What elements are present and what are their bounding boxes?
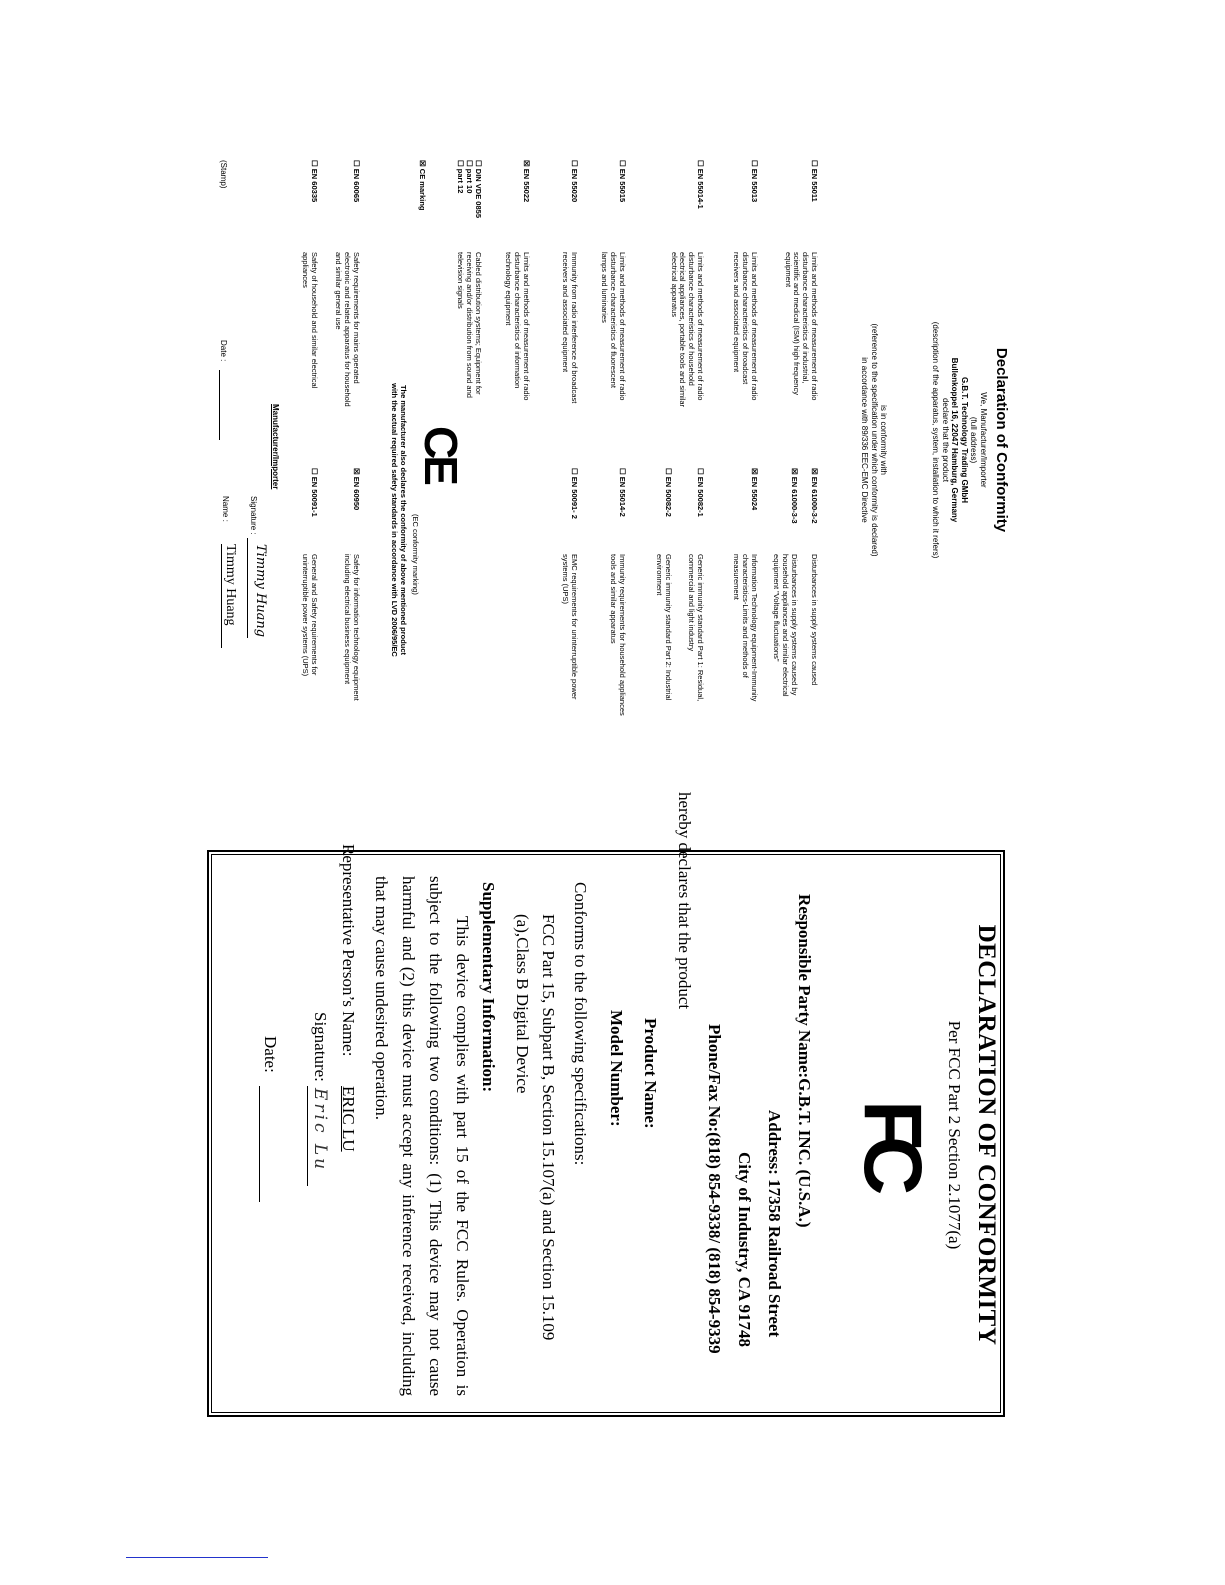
fcc-spec-line-1: FCC Part 15, Subpart B, Section 15.107(a) and Section 15.109 xyxy=(539,914,558,1341)
ce-name: Timmy Huang xyxy=(221,544,238,648)
std-desc: Generic immunity standard Part 1: Residual, commercial and light industry xyxy=(687,554,705,702)
std-desc: Safety for information technology equipment including electrical business equipment xyxy=(343,554,361,701)
fcc-responsible-party: Responsible Party Name:G.B.T. INC. (U.S.A.) xyxy=(795,894,814,1228)
std-code: ☐ EN 50091- 2 xyxy=(570,468,579,519)
fcc-date-label: Date: xyxy=(261,1036,280,1073)
fcc-supplementary: Supplementary Information: xyxy=(479,882,498,1093)
ce-signature: Timmy Huang xyxy=(253,544,268,638)
std-code: ☐ EN 50082-2 xyxy=(664,468,673,517)
fcc-signature-line xyxy=(307,1086,308,1186)
std-code: ☐ EN 50091-1 xyxy=(310,468,319,517)
ce-intro-reference: (reference to the specification under which conformity is declared) xyxy=(869,323,879,557)
fcc-hereby: hereby declares that the product xyxy=(675,792,694,1010)
ce-intro-full-address: (full address) xyxy=(969,416,979,464)
ce-intro-directive: in accordance with 89/336 EEC-EMC Directive xyxy=(860,357,870,523)
ce-declaration-page xyxy=(210,160,1010,820)
fcc-representative-name: ERIC LU xyxy=(339,1086,358,1152)
fcc-address: Address: 17358 Railroad Street xyxy=(765,1110,784,1338)
ce-safety-line-2: with the actual required safety standards in accordance with LVD 2006/95/EC xyxy=(390,383,399,657)
std-code: ☒ EN 60950 xyxy=(352,468,361,511)
std-desc: Limits and methods of measurement of radio disturbance characteristics of industrial, scientific and medical (ISM) high frequency equipment xyxy=(783,252,819,401)
std-code: ☒ CE marking xyxy=(418,160,427,211)
ce-intro-conformity: is in conformity with xyxy=(879,405,889,475)
fcc-spec-line-2: (a),Class B Digital Device xyxy=(513,914,532,1094)
fcc-compliance-paragraph: This device complies with part 15 of the FCC Rules. Operation is subject to the following two conditions: (1) This device may not cause harmful and (2) this device must accept any inference received, including that may cause undesired operation. xyxy=(372,876,472,1396)
ce-safety-declaration xyxy=(390,310,408,730)
std-desc: Generic immunity standard Part 2: Industrial environment xyxy=(655,554,673,701)
std-code: ☐ EN 50082-1 xyxy=(696,468,705,517)
ce-marking-note: (EC conformity marking) xyxy=(411,514,420,595)
fcc-subtitle: Per FCC Part 2 Section 2.1077(a) xyxy=(945,1020,964,1250)
ce-signature-label: Signature : xyxy=(249,496,258,535)
std-code: ☐ EN 55015 xyxy=(618,160,627,203)
std-code: ☐ DIN VDE 0855 ☐ part 10 ☐ part 12 xyxy=(456,160,483,218)
fcc-city: City of Industry, CA 91748 xyxy=(735,1152,754,1348)
std-desc: General and Safety requirements for uninterruptible power systems (UPS) xyxy=(301,554,319,677)
fcc-phone-fax: Phone/Fax No:(818) 854-9338/ (818) 854-9339 xyxy=(705,1024,724,1354)
stamp-label: (Stamp) xyxy=(219,160,228,189)
std-desc: Cabled distribution systems; Equipment for receiving and/or distribution from sound and television signals xyxy=(456,252,483,398)
fcc-conforms: Conforms to the following specifications: xyxy=(571,882,590,1166)
std-code: ☐ EN 55013 xyxy=(750,160,759,203)
std-desc: Immunity requirements for household appliances tools and similar apparatus xyxy=(609,554,627,716)
std-desc: EMC requirements for uninterruptible power systems (UPS) xyxy=(561,554,579,700)
std-code: ☐ EN 55014-2 xyxy=(618,468,627,517)
ce-date-line xyxy=(219,370,220,440)
fcc-representative-label: Representative Person’s Name: xyxy=(339,844,358,1057)
std-desc: Safety requirements for mains operated electronic and related apparatus for household and similar general use xyxy=(334,252,361,407)
std-desc: Limits and methods of measurement of radio disturbance characteristics of broadcast receivers and associated equipment xyxy=(732,252,759,401)
fcc-signature: Eric Lu xyxy=(310,1088,330,1173)
std-code: ☐ EN 60335 xyxy=(310,160,319,203)
ce-safety-line-1: The manufacturer also declares the conformity of above mentioned product xyxy=(399,384,408,656)
fcc-title: DECLARATION OF CONFORMITY xyxy=(973,924,1000,1346)
std-desc: Safety of household and similar electrical appliances xyxy=(301,252,319,389)
std-code: ☒ EN 61000-3-2 xyxy=(810,468,819,524)
std-desc: Disturbances in supply systems caused xyxy=(810,554,819,686)
ce-logo-icon: CE xyxy=(415,426,467,482)
footer-rule xyxy=(126,1557,268,1558)
std-code: ☐ EN 60065 xyxy=(352,160,361,203)
ce-signature-line xyxy=(247,538,248,638)
std-desc: Immunity from radio interference of broadcast receivers and associated equipment xyxy=(561,252,579,404)
std-desc: Limits and methods of measurement of radio disturbance characteristics of information technology equipment xyxy=(504,252,531,401)
std-code: ☐ EN 55011 xyxy=(810,160,819,202)
ce-intro-we: We, Manufacturer/Importer xyxy=(979,392,988,488)
std-desc: Limits and methods of measurement of radio disturbance characteristics of household electrical appliances, portable tools and similar electrical apparatus xyxy=(669,252,705,408)
std-code: ☒ EN 55024 xyxy=(750,468,759,511)
std-code: ☐ EN 55020 xyxy=(570,160,579,203)
ce-title: Declaration of Conformity xyxy=(993,347,1010,533)
fcc-signature-label: Signature: xyxy=(311,1012,330,1082)
ce-intro-address: Bullenkoppel 16, 22047 Hamburg, Germany xyxy=(950,357,960,523)
ce-intro-company: G.B.T. Technology Trading GMbH xyxy=(959,376,969,504)
ce-intro-declare: declare that the product xyxy=(940,397,950,483)
std-desc: Disturbances in supply systems caused by household appliances and similar electrical equipment "Voltage fluctuations" xyxy=(772,554,799,697)
fcc-logo-icon: FC xyxy=(847,1100,938,1182)
std-desc: Limits and methods of measurement of radio disturbance characteristics of fluorescent lamps and luminaries xyxy=(600,252,627,401)
std-code: ☐ EN 55014-1 xyxy=(696,160,705,209)
fcc-date-line xyxy=(259,1086,260,1202)
fcc-product-name: Product Name: xyxy=(641,1018,660,1129)
ce-name-label: Name : xyxy=(221,496,230,522)
manufacturer-importer-label: Manufacturer/Importer xyxy=(271,404,280,490)
fcc-declaration-page xyxy=(210,792,1000,1396)
std-code: ☒ EN 61000-3-3 xyxy=(790,468,799,524)
std-desc: Information Technology equipment-Immunity characteristics-Limits and methods of measurement xyxy=(732,554,759,702)
ce-intro-description: (description of the apparatus, system, installation to which it refers) xyxy=(931,321,941,559)
ce-date-label: Date : xyxy=(219,340,228,362)
ce-intro xyxy=(860,160,988,720)
std-code: ☒ EN 55022 xyxy=(522,160,531,203)
fcc-model-number: Model Number: xyxy=(607,1010,626,1127)
